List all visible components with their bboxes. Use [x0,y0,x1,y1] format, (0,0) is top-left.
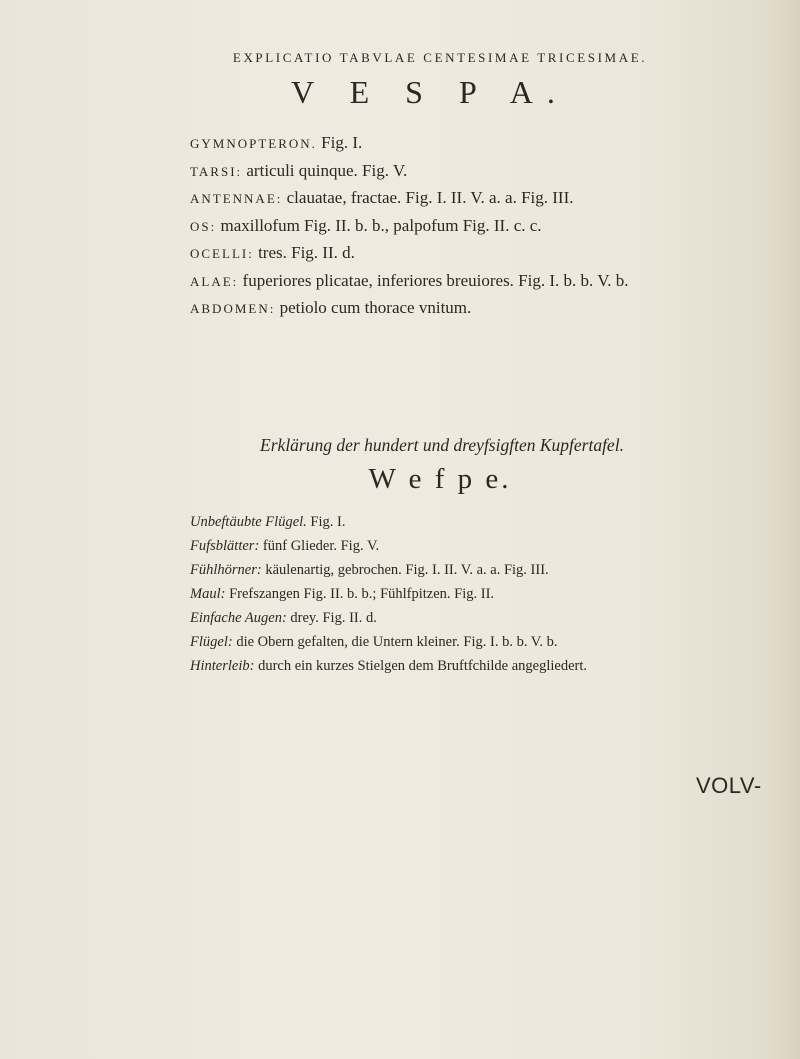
german-entry [190,630,750,654]
german-text: die Obern gefalten, die Untern kleiner. Fig. I. b. b. V. b. [236,634,558,650]
german-explication-list [190,510,750,678]
german-text: drey. Fig. II. d. [290,610,377,626]
german-term: Maul: [190,586,226,602]
latin-entry [190,213,750,241]
german-heading: W e f p e. [368,463,512,495]
latin-entry [190,268,750,296]
latin-text: clauatae, fractae. Fig. I. II. V. a. a. Fig. III. [286,188,574,207]
german-term: Flügel: [190,634,233,650]
catchword: VOLV- [696,773,762,798]
german-term: Hinterleib: [190,658,255,674]
german-text: durch ein kurzes Stielgen dem Bruftfchilde angegliedert. [258,658,588,674]
latin-text: maxillofum Fig. II. b. b., palpofum Fig. II. c. c. [220,215,542,235]
latin-term: ALAE: [190,273,239,289]
latin-term: ANTENNAE: [190,191,283,206]
german-text: Frefszangen Fig. II. b. b.; Fühlfpitzen. Fig. II. [229,586,495,602]
german-entry [190,606,750,630]
latin-text: Fig. I. [321,133,363,152]
german-entry [190,654,750,678]
latin-entry [190,295,750,323]
latin-term: GYMNOPTERON. [190,136,317,151]
german-entry [190,558,750,582]
latin-entry [190,185,750,213]
running-title: EXPLICATIO TABVLAE CENTESIMAE TRICESIMAE. [232,50,648,65]
german-term: Fufsblätter: [190,538,260,554]
german-text: käulenartig, gebrochen. Fig. I. II. V. a. a. Fig. III. [265,562,549,578]
latin-term: ABDOMEN: [190,301,276,316]
german-term: Einfache Augen: [190,610,287,626]
latin-text: articuli quinque. Fig. V. [246,160,408,180]
german-term: Unbeftäubte Flügel. [190,514,307,530]
page-title: V E S P A. [291,74,569,110]
latin-entry [190,240,750,268]
latin-term: OCELLI: [190,246,254,261]
german-text: Fig. I. [310,514,346,530]
latin-term: OS: [190,218,217,234]
german-section-title: Erklärung der hundert und dreyfsigften Kupfertafel. [260,435,624,455]
german-entry [190,534,750,558]
latin-text: fuperiores plicatae, inferiores breuiores. Fig. I. b. b. V. b. [242,270,629,290]
latin-text: tres. Fig. II. d. [258,243,355,262]
latin-entry [190,130,750,158]
german-entry [190,510,750,534]
german-term: Fühlhörner: [190,562,262,578]
latin-text: petiolo cum thorace vnitum. [279,298,472,317]
latin-entry [190,158,750,186]
german-text: fünf Glieder. Fig. V. [262,538,380,554]
german-entry [190,582,750,606]
latin-explication-list [190,130,750,323]
latin-term: TARSI: [190,163,243,179]
